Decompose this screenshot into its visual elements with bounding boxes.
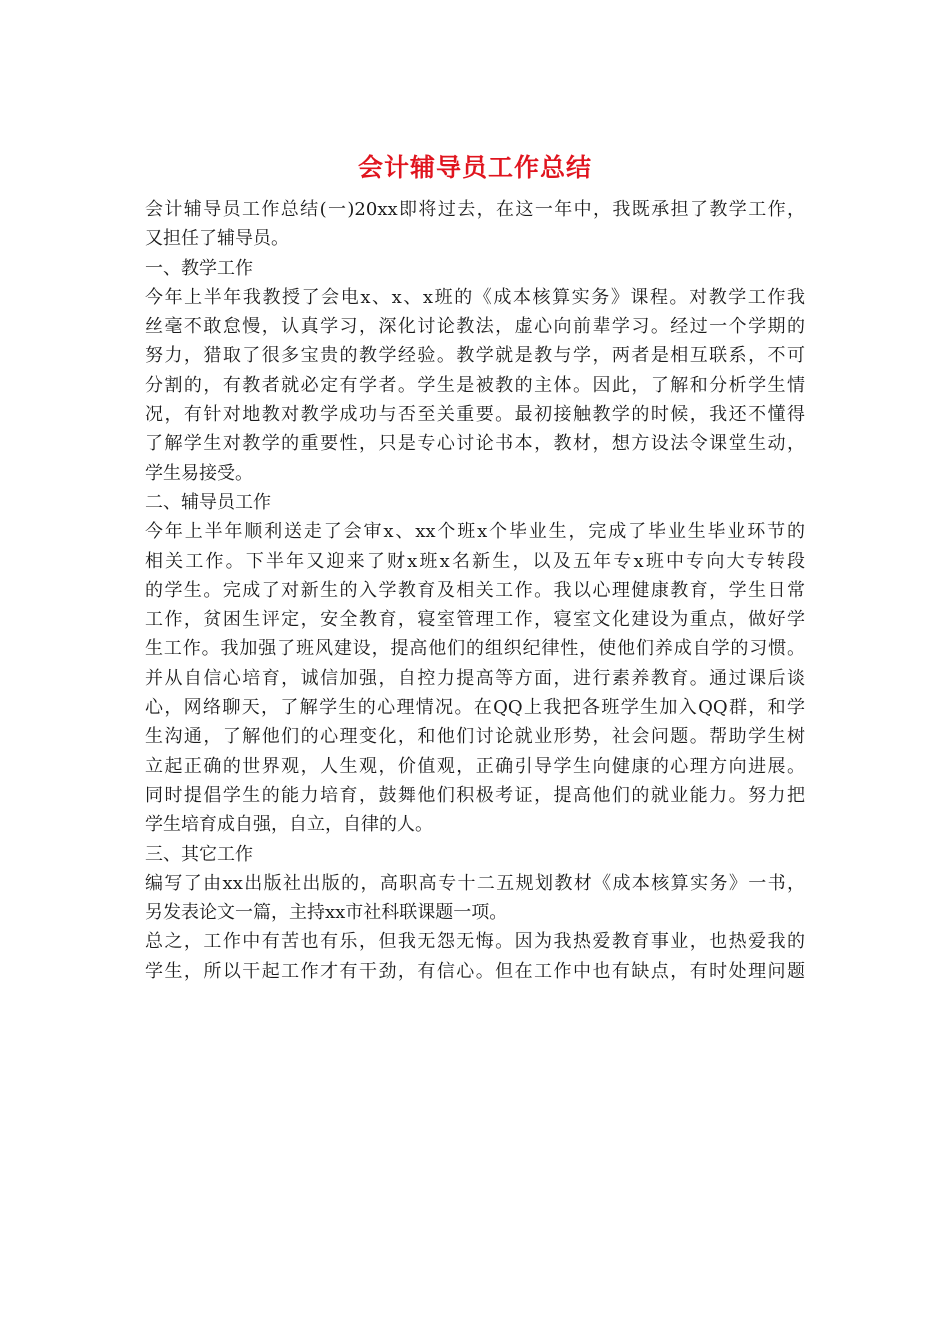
paragraph-line: 丝毫不敢怠慢，认真学习，深化讨论教法，虚心向前辈学习。经过一个学期的: [145, 316, 805, 338]
paragraph-line: 分割的，有教者就必定有学者。学生是被教的主体。因此，了解和分析学生情: [145, 374, 805, 396]
paragraph-line: 了解学生对教学的重要性，只是专心讨论书本，教材，想方设法令课堂生动，: [145, 433, 805, 455]
paragraph-line: 学生易接受。: [145, 462, 253, 484]
paragraph-line: 努力，猎取了很多宝贵的教学经验。教学就是教与学，两者是相互联系，不可: [145, 345, 805, 367]
paragraph-line: 编写了由xx出版社出版的，高职高专十二五规划教材《成本核算实务》一书，: [145, 872, 805, 894]
paragraph-line: 又担任了辅导员。: [145, 228, 289, 250]
paragraph-line: 今年上半年顺利送走了会审x、xx个班x个毕业生，完成了毕业生毕业环节的: [145, 521, 805, 543]
document-body: [145, 195, 805, 986]
paragraph-line: 并从自信心培育，诚信加强，自控力提高等方面，进行素养教育。通过课后谈: [145, 667, 805, 689]
paragraph-line: 学生，所以干起工作才有干劲，有信心。但在工作中也有缺点，有时处理问题: [145, 960, 805, 982]
section-heading: 三、其它工作: [145, 843, 253, 865]
paragraph-line: 立起正确的世界观，人生观，价值观，正确引导学生向健康的心理方向进展。: [145, 755, 805, 777]
section-heading: 二、辅导员工作: [145, 491, 271, 513]
paragraph-line: 总之，工作中有苦也有乐，但我无怨无悔。因为我热爱教育事业，也热爱我的: [145, 931, 805, 953]
section-heading: 一、教学工作: [145, 257, 253, 279]
paragraph-line: 另发表论文一篇，主持xx市社科联课题一项。: [145, 902, 508, 924]
paragraph-line: 学生培育成自强，自立，自律的人。: [145, 814, 433, 836]
paragraph-line: 会计辅导员工作总结(一)20xx即将过去，在这一年中，我既承担了教学工作，: [145, 199, 805, 220]
paragraph-line: 同时提倡学生的能力培育，鼓舞他们积极考证，提高他们的就业能力。努力把: [145, 784, 805, 806]
paragraph-line: 心，网络聊天，了解学生的心理情况。在QQ上我把各班学生加入QQ群，和学: [145, 697, 805, 719]
paragraph-line: 工作，贫困生评定，安全教育，寝室管理工作，寝室文化建设为重点，做好学: [145, 609, 805, 631]
paragraph-line: 生工作。我加强了班风建设，提高他们的组织纪律性，使他们养成自学的习惯。: [145, 638, 805, 660]
paragraph-line: 况，有针对地教对教学成功与否至关重要。最初接触教学的时候，我还不懂得: [145, 404, 805, 426]
paragraph-line: 的学生。完成了对新生的入学教育及相关工作。我以心理健康教育，学生日常: [145, 579, 805, 601]
paragraph-line: 今年上半年我教授了会电x、x、x班的《成本核算实务》课程。对教学工作我: [145, 286, 805, 308]
document-title: 会计辅导员工作总结: [357, 153, 592, 182]
paragraph-line: 相关工作。下半年又迎来了财x班x名新生，以及五年专x班中专向大专转段: [145, 550, 805, 572]
paragraph-line: 生沟通，了解他们的心理变化，和他们讨论就业形势，社会问题。帮助学生树: [145, 726, 805, 748]
